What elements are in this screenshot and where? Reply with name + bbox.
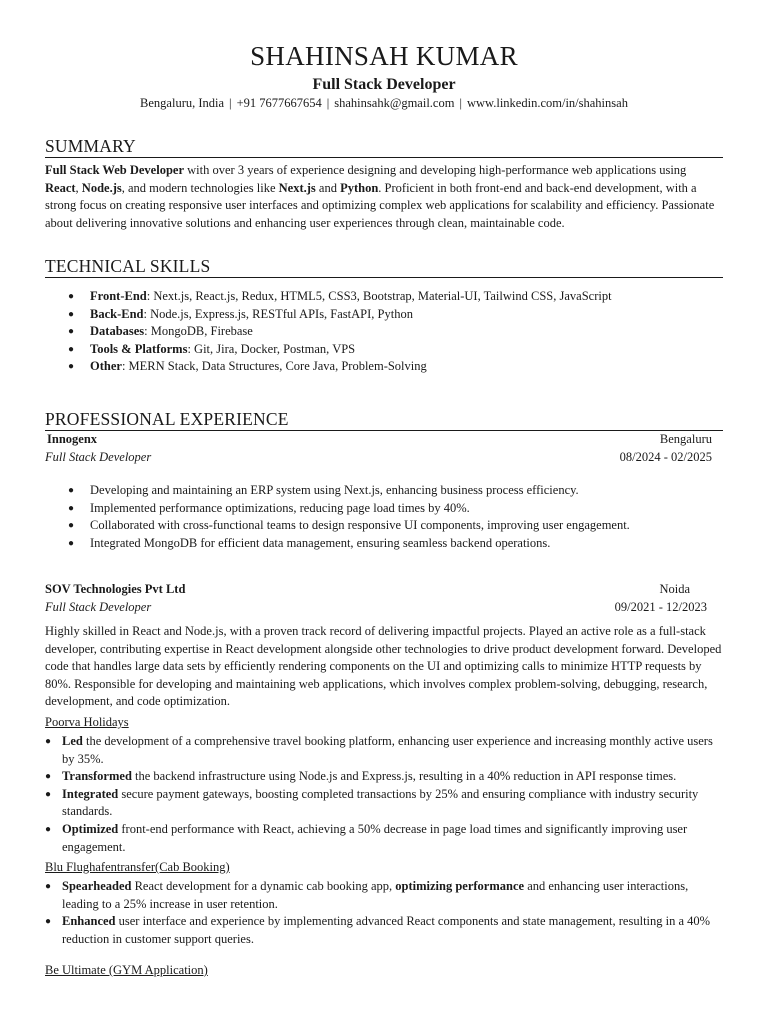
skill-item [90, 323, 730, 341]
skill-item [90, 358, 730, 376]
job-location: Bengaluru [659, 432, 712, 446]
project-title: Be Ultimate (GYM Application) [45, 963, 208, 977]
text-run: . Proficient in both front-end and back-end development, with a strong focus on creating responsive user interfaces and optimizing complex web applications for scalability and efficiency. Passionate about delivering innovative solutions and enhancing user experiences through clean, maintainable code. [45, 180, 715, 230]
job-dates: 08/2024 - 02/2025 [619, 450, 712, 464]
job-description: Highly skilled in React and Node.js, with a proven track record of delivering impactful projects. Played an active role as a full-stack developer, contributing expertise in React development alongside other technologies to drive product development forward. Developed code that handles large data sets by efficiently rendering components on the UI and optimizing calls to minimize HTTP requests by 80%. Responsible for developing and maintaining web applications, which involves complex problem-solving, debugging, research, development, and code optimization. [45, 624, 722, 709]
candidate-name: SHAHINSAH KUMAR [250, 41, 518, 71]
project-bullets [62, 733, 723, 856]
text-run: with over 3 years of experience designing and developing high-performance web applications using [184, 163, 687, 177]
skill-value: : Node.js, Express.js, RESTful APIs, FastAPI, Python [143, 306, 413, 321]
text-run: React development for a dynamic cab booking app, [131, 879, 396, 893]
project-bullets [62, 878, 723, 948]
contact-email: shahinsahk@gmail.com [334, 96, 455, 110]
bold-text: Enhanced [62, 914, 116, 929]
skill-label: Back-End [90, 306, 144, 321]
job-duties [90, 482, 720, 552]
bold-text: Transformed [62, 769, 132, 784]
company-name: SOV Technologies Pvt Ltd [45, 582, 186, 596]
text-run: secure payment gateways, boosting completed transactions by 25% and ensuring compliance with industry security standards. [62, 786, 699, 819]
summary-text [45, 162, 723, 232]
duty-item: ● Integrated MongoDB for efficient data management, ensuring seamless backend operations. [90, 535, 720, 553]
contact-separator: | [326, 96, 330, 110]
skill-value: : Next.js, React.js, Redux, HTML5, CSS3, Bootstrap, Material-UI, Tailwind CSS, JavaScript [146, 289, 612, 303]
skills-list [90, 288, 730, 376]
project-bullet [62, 878, 723, 913]
job-dates: 09/2021 - 12/2023 [614, 600, 707, 614]
project-bullet [62, 733, 723, 768]
text-run: , and modern technologies like [121, 180, 279, 195]
project-title: Blu Flughafentransfer(Cab Booking) [45, 860, 230, 874]
bold-text: Full Stack Web Developer [45, 163, 185, 177]
candidate-role: Full Stack Developer [312, 76, 456, 93]
text-run: and enhancing user interactions, leading to a 25% increase in user retention. [62, 879, 689, 911]
bold-text: Spearheaded [62, 879, 132, 893]
text-run: front-end performance with React, achieving a 50% decrease in page load times and significantly improving user engagement. [62, 821, 688, 854]
skill-label: Tools & Platforms [90, 341, 188, 356]
text-run: the development of a comprehensive travel booking platform, enhancing user experience and increasing monthly active users by 35%. [62, 734, 713, 766]
text-run: , [75, 180, 82, 195]
bold-text: Integrated [62, 786, 119, 801]
bold-text: optimizing performance [395, 879, 525, 893]
project-bullet [62, 821, 723, 856]
skill-value: : MERN Stack, Data Structures, Core Java, Problem-Solving [121, 359, 427, 374]
bold-text: React [45, 180, 76, 195]
bold-text: Python [340, 180, 379, 195]
project-bullet [62, 786, 723, 821]
skill-label: Front-End [90, 289, 147, 303]
project-title: Poorva Holidays [45, 715, 129, 729]
contact-location: Bengaluru, India [140, 96, 225, 110]
duty-item: ● Developing and maintaining an ERP system using Next.js, enhancing business process efficiency. [90, 482, 720, 500]
contact-phone: +91 7677667654 [236, 96, 322, 110]
summary-heading: SUMMARY [45, 136, 723, 158]
skill-label: Other [90, 359, 122, 374]
contact-linkedin: www.linkedin.com/in/shahinsah [466, 96, 628, 110]
project-bullet [62, 768, 723, 786]
skills-heading: TECHNICAL SKILLS [45, 256, 723, 278]
text-run: and [315, 180, 341, 195]
text-run: the backend infrastructure using Node.js and Express.js, resulting in a 40% reduction in API response times. [131, 769, 677, 784]
skill-item [90, 306, 730, 324]
bold-text: Next.js [278, 180, 316, 195]
skill-value: : MongoDB, Firebase [144, 324, 253, 339]
bold-text: Optimized [62, 821, 119, 836]
job-title: Full Stack Developer [45, 450, 152, 464]
text-run: user interface and experience by implementing advanced React components and state management, resulting in a 40% reduction in customer support queries. [62, 914, 711, 946]
bold-text: Led [62, 734, 83, 748]
job-title: Full Stack Developer [45, 600, 152, 614]
contact-line [45, 96, 723, 111]
bold-text: Node.js [81, 180, 122, 195]
experience-heading: PROFESSIONAL EXPERIENCE [45, 409, 723, 431]
contact-separator: | [229, 96, 232, 110]
duty-item: ● Collaborated with cross-functional teams to design responsive UI components, improving user engagement. [90, 517, 720, 535]
duty-item: ● Implemented performance optimizations, reducing page load times by 40%. [90, 500, 720, 518]
company-name: Innogenx [47, 432, 98, 446]
project-bullet [62, 913, 723, 948]
job-location: Noida [659, 582, 690, 596]
contact-separator: | [459, 96, 462, 110]
skill-value: : Git, Jira, Docker, Postman, VPS [187, 341, 356, 356]
skill-item [90, 288, 730, 306]
skill-label: Databases [90, 324, 145, 339]
skill-item [90, 341, 730, 359]
